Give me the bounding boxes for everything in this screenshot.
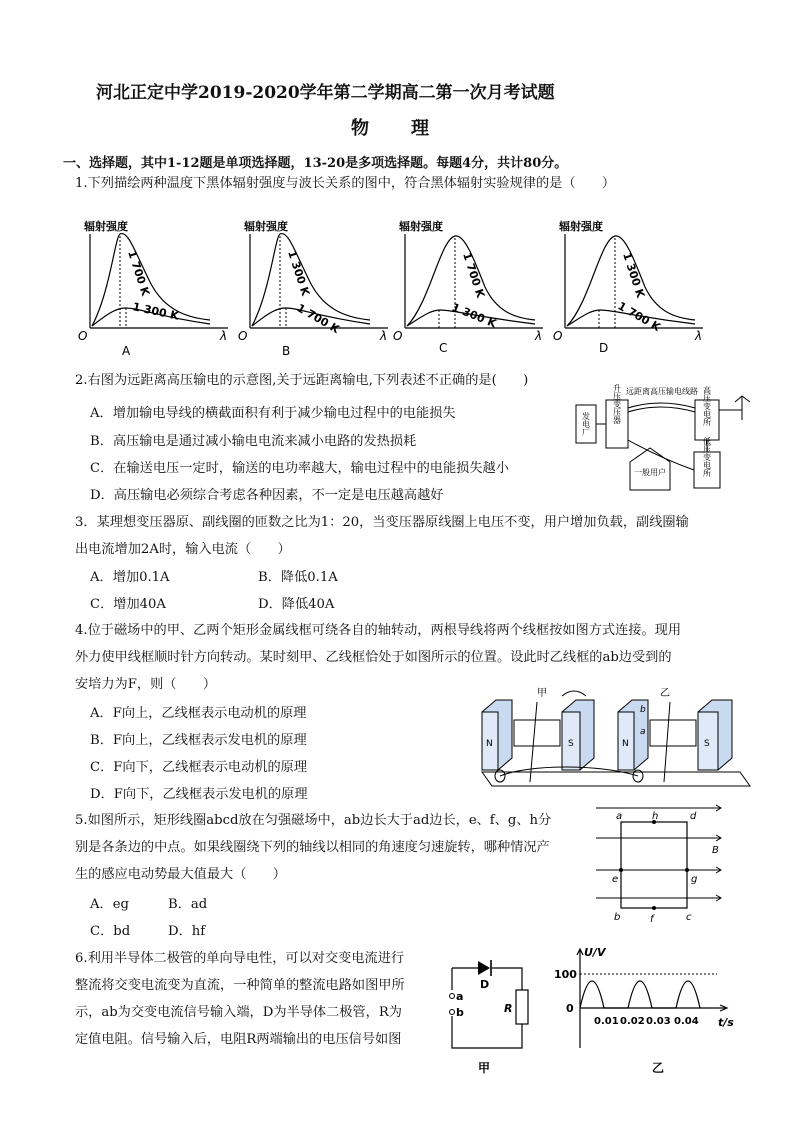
graph-zero-label: 0	[566, 1002, 574, 1015]
graph-high-label: 1 700 K	[460, 250, 487, 300]
q3-option-d: D．降低40A	[258, 597, 335, 612]
graph-ylabel: 辐射强度	[84, 220, 128, 233]
graph-label: C	[439, 341, 448, 355]
q2-stem: 2.右图为远距离高压输电的示意图,关于远距离输电,下列表述不正确的是( )	[75, 373, 529, 388]
user-label: 一般用户	[634, 468, 666, 477]
q6-line4: 定值电阻。信号输入后，电阻R两端输出的电压信号如图	[75, 1032, 402, 1047]
q2-option-b: B．高压输电是通过减小输电电流来减小电路的发热损耗	[90, 434, 417, 449]
stepdown-label: 低压变电所	[702, 437, 712, 477]
yi-n-label: N	[622, 739, 629, 749]
field-b-label: B	[712, 845, 719, 856]
q4-motor-diagram	[470, 682, 760, 797]
graph-low-label: 1 300 K	[449, 300, 499, 331]
jia-n-label: N	[486, 739, 493, 749]
q3-option-a: A．增加0.1A	[90, 570, 170, 585]
graph-ylabel: 辐射强度	[559, 220, 603, 233]
q4-option-b: B．F向上，乙线框表示发电机的原理	[90, 733, 307, 748]
coil-e-label: e	[612, 874, 619, 885]
q3-line1: 3．某理想变压器原、副线圈的匝数之比为1：20，当变压器原线圈上电压不变，用户增加负载，副线圈输	[75, 515, 689, 530]
graph-xaxis: λ	[220, 329, 228, 343]
q5-coil-diagram	[594, 802, 734, 927]
coil-a-label: a	[616, 811, 623, 822]
graph-ylabel: 辐射强度	[244, 220, 288, 233]
q1-stem: 1.下列描绘两种温度下黑体辐射强度与波长关系的图中，符合黑体辐射实验规律的是（ ）	[75, 176, 616, 191]
q4-line1: 4.位于磁场中的甲、乙两个矩形金属线框可绕各自的轴转动，两根导线将两个线框按如图方式连接。现用	[75, 623, 682, 638]
graph-origin: O	[78, 329, 88, 343]
resistor-label: R	[504, 1002, 513, 1015]
jia-s-label: S	[568, 739, 574, 749]
q5-line3: 生的感应电动势最大值最大（ ）	[75, 867, 286, 882]
q5-option-c: C．bd	[90, 924, 131, 939]
input-a-label: a	[456, 990, 464, 1003]
graph-high-label: 1 700 K	[125, 248, 152, 298]
coil-g-label: g	[691, 874, 698, 885]
stepup-label: 升压变压器	[612, 384, 622, 424]
q5-option-b: B．ad	[168, 897, 208, 912]
q4-option-d: D．F向下，乙线框表示发电机的原理	[90, 787, 308, 802]
graph-ylabel: 辐射强度	[399, 220, 443, 233]
diode-label: D	[480, 978, 490, 991]
coil-d-label: d	[690, 811, 697, 822]
graph-high-label: 1 300 K	[285, 248, 312, 298]
line-label: 远距离高压输电线路	[626, 387, 698, 396]
q1-graph-b	[238, 219, 388, 358]
tick-0-03: 0.03	[646, 1016, 671, 1027]
q3-option-b: B．降低0.1A	[258, 570, 338, 585]
graph-xaxis: λ	[535, 329, 543, 343]
graph-low-label: 1 300 K	[131, 300, 180, 323]
q6-rectifier-circuit	[440, 950, 550, 1080]
q6-line2: 整流将交变电流变为直流，一种简单的整流电路如图甲所	[75, 978, 405, 993]
subject-title: 物 理	[351, 118, 431, 139]
tick-0-02: 0.02	[620, 1016, 645, 1027]
yi-b-label: b	[640, 705, 646, 715]
q6-line3: 示，ab为交变电流信号输入端，D为半导体二极管，R为	[75, 1005, 402, 1020]
yi-label: 乙	[660, 688, 670, 699]
page-title: 河北正定中学2019-2020学年第二学期高二第一次月考试题	[96, 83, 555, 103]
graph-origin: O	[238, 329, 248, 343]
q5-line1: 5.如图所示，矩形线圈abcd放在匀强磁场中，ab边长大于ad边长，e、f、g、h分	[75, 813, 552, 828]
graph-xlabel: t/s	[718, 1016, 734, 1029]
graph-ylabel: U/V	[584, 946, 606, 959]
graph-peak-label: 100	[554, 968, 577, 981]
graph-label: B	[282, 344, 291, 358]
coil-b-label: b	[614, 912, 621, 923]
q4-option-a: A．F向上，乙线框表示电动机的原理	[90, 706, 307, 721]
q1-graph-d	[553, 219, 703, 355]
q3-option-c: C．增加40A	[90, 597, 166, 612]
graph-origin: O	[553, 329, 563, 343]
q6-line1: 6.利用半导体二极管的单向导电性，可以对交变电流进行	[75, 951, 405, 966]
q3-line2: 出电流增加2A时，输入电流（ ）	[75, 542, 291, 557]
plant-label: 发电厂	[581, 412, 591, 436]
jia-label: 甲	[537, 688, 547, 699]
circuit-caption: 甲	[478, 1061, 491, 1075]
tick-0-04: 0.04	[674, 1016, 699, 1027]
q4-line2: 外力使甲线框顺时针方向转动。某时刻甲、乙线框恰处于如图所示的位置。设此时乙线框的ab边受到的	[75, 650, 672, 665]
q1-graphs	[70, 212, 710, 362]
q4-line3: 安培力为F，则（ ）	[75, 677, 217, 692]
q5-option-a: A．eg	[90, 897, 129, 912]
coil-c-label: c	[686, 912, 692, 923]
graph-xaxis: λ	[380, 329, 388, 343]
coil-h-label: h	[652, 811, 659, 822]
input-b-label: b	[456, 1006, 464, 1019]
q5-option-d: D．hf	[168, 924, 206, 939]
yi-s-label: S	[704, 739, 710, 749]
graph-origin: O	[393, 329, 403, 343]
substation-label: 高压变电所	[702, 386, 712, 426]
q2-option-c: C．在输送电压一定时，输送的电功率越大，输电过程中的电能损失越小	[90, 461, 509, 476]
yi-a-label: a	[640, 727, 646, 737]
graph-xaxis: λ	[695, 329, 703, 343]
graph-high-label: 1 300 K	[620, 250, 647, 300]
q5-line2: 别是各条边的中点。如果线圈绕下列的轴线以相同的角速度匀速旋转，哪种情况产	[75, 840, 550, 855]
graph-caption: 乙	[652, 1061, 665, 1075]
q1-graph-a	[78, 219, 228, 358]
tick-0-01: 0.01	[594, 1016, 619, 1027]
q2-transmission-diagram	[570, 380, 760, 495]
q2-option-d: D．高压输电必须综合考虑各种因素，不一定是电压越高越好	[90, 488, 444, 503]
graph-label: D	[599, 341, 609, 355]
coil-f-label: f	[650, 914, 654, 925]
q1-graph-c	[393, 219, 543, 355]
graph-low-label: 1 700 K	[615, 299, 663, 335]
graph-label: A	[122, 344, 131, 358]
graph-low-label: 1 700 K	[294, 301, 342, 337]
q4-option-c: C．F向下，乙线框表示电动机的原理	[90, 760, 308, 775]
q6-voltage-graph	[552, 944, 742, 1080]
q2-option-a: A．增加输电导线的横截面积有利于减少输电过程中的电能损失	[90, 406, 456, 421]
section-heading: 一、选择题，其中1-12题是单项选择题，13-20是多项选择题。每题4分，共计80分。	[63, 156, 568, 171]
